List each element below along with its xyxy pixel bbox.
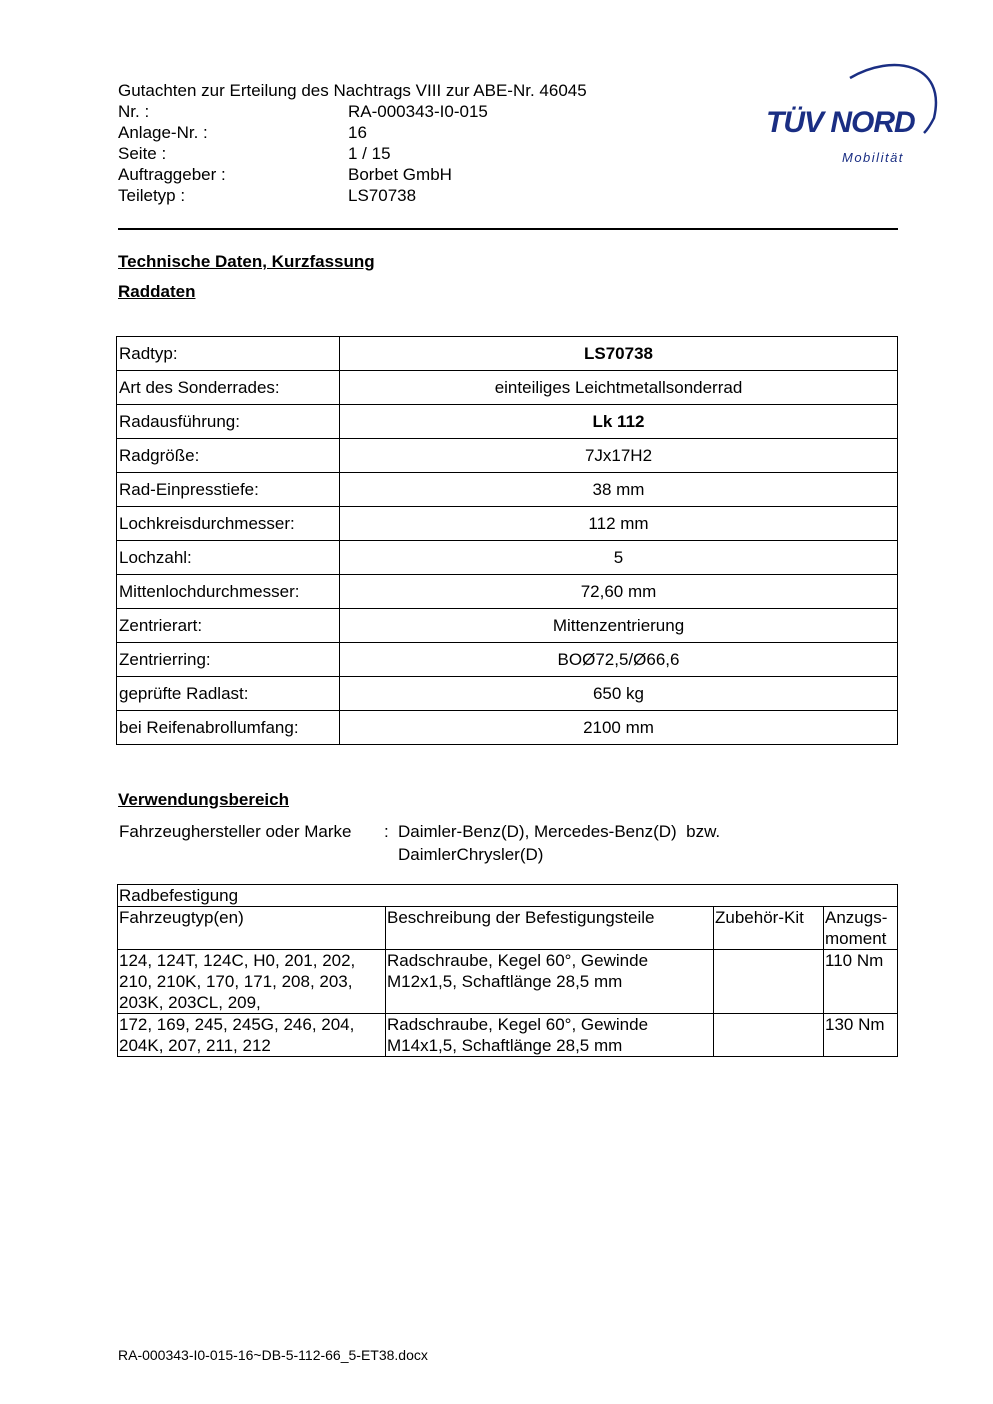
logo-brand: TÜV NORD (766, 106, 915, 139)
header-divider (118, 228, 898, 230)
column-header: Zubehör-Kit (714, 907, 824, 950)
row-value: 2100 mm (340, 711, 898, 745)
header-label: Nr. : (118, 102, 150, 121)
row-label: Zentrierart: (117, 609, 340, 643)
manufacturer-colon: : (384, 822, 389, 841)
section-heading-verwendungsbereich: Verwendungsbereich (118, 790, 289, 809)
header-row-seite (118, 143, 587, 164)
table-row (117, 405, 898, 439)
row-label: Rad-Einpresstiefe: (117, 473, 340, 507)
column-header (824, 907, 898, 950)
header-value: LS70738 (348, 186, 417, 205)
table-row (117, 609, 898, 643)
cell-line: Radschraube, Kegel 60°, Gewinde (387, 1015, 649, 1034)
document-title: Gutachten zur Erteilung des Nachtrags VIII zur ABE-Nr. 46045 (118, 81, 587, 100)
table-row (117, 541, 898, 575)
file-name-footer: RA-000343-I0-015-16~DB-5-112-66_5-ET38.docx (118, 1347, 428, 1363)
table-row (117, 439, 898, 473)
header-label: Teiletyp : (118, 186, 186, 205)
cell-line: 210, 210K, 170, 171, 208, 203, (119, 972, 353, 991)
vehicle-types-cell (118, 1014, 386, 1057)
table-row (117, 643, 898, 677)
row-value: einteiliges Leichtmetallsonderrad (340, 371, 898, 405)
section-heading-technische-daten: Technische Daten, Kurzfassung (118, 252, 375, 271)
row-label: Mittenlochdurchmesser: (117, 575, 340, 609)
table-row (117, 371, 898, 405)
row-value: 5 (340, 541, 898, 575)
table-row (117, 677, 898, 711)
document-header (118, 80, 587, 206)
table-row (118, 950, 898, 1014)
row-label: geprüfte Radlast: (117, 677, 340, 711)
radbefestigung-table (117, 884, 898, 1057)
row-label: bei Reifenabrollumfang: (117, 711, 340, 745)
row-value: 112 mm (340, 507, 898, 541)
header-label: Anlage-Nr. : (118, 123, 208, 142)
manufacturer-value-line: DaimlerChrysler(D) (398, 845, 544, 864)
description-cell (386, 950, 714, 1014)
cell-line: 203K, 203CL, 209, (119, 993, 261, 1012)
table-row (117, 507, 898, 541)
table-row (117, 711, 898, 745)
column-header: Fahrzeugtyp(en) (118, 907, 386, 950)
row-value: 72,60 mm (340, 575, 898, 609)
row-label: Radtyp: (117, 337, 340, 371)
cell-line: M14x1,5, Schaftlänge 28,5 mm (387, 1036, 623, 1055)
table-row (117, 473, 898, 507)
manufacturer-value-line: Daimler-Benz(D), Mercedes-Benz(D) bzw. (398, 822, 721, 841)
kit-cell (714, 1014, 824, 1057)
header-value: 16 (348, 123, 367, 142)
table-title-row (118, 885, 898, 907)
row-label: Lochzahl: (117, 541, 340, 575)
row-label: Lochkreisdurchmesser: (117, 507, 340, 541)
section-heading-raddaten: Raddaten (118, 282, 196, 301)
cell-line: 124, 124T, 124C, H0, 201, 202, (119, 951, 356, 970)
header-label: Seite : (118, 144, 167, 163)
row-value: 38 mm (340, 473, 898, 507)
row-label: Radgröße: (117, 439, 340, 473)
row-label: Zentrierring: (117, 643, 340, 677)
vehicle-types-cell (118, 950, 386, 1014)
row-value: 7Jx17H2 (340, 439, 898, 473)
header-value: Borbet GmbH (348, 165, 452, 184)
cell-line: Radschraube, Kegel 60°, Gewinde (387, 951, 649, 970)
header-row-auftraggeber (118, 164, 587, 185)
column-header-line: Anzugs- (825, 908, 888, 927)
table-row (117, 337, 898, 371)
row-value: 650 kg (340, 677, 898, 711)
row-value: Mittenzentrierung (340, 609, 898, 643)
header-value: 1 / 15 (348, 144, 391, 163)
torque-cell: 130 Nm (824, 1014, 898, 1057)
cell-line: M12x1,5, Schaftlänge 28,5 mm (387, 972, 623, 991)
table-title: Radbefestigung (118, 885, 898, 907)
cell-line: 172, 169, 245, 245G, 246, 204, (119, 1015, 355, 1034)
manufacturer-value (398, 820, 798, 866)
kit-cell (714, 950, 824, 1014)
table-row (117, 575, 898, 609)
logo-subtitle: Mobilität (842, 150, 904, 165)
header-row-nr (118, 101, 587, 122)
table-row (118, 1014, 898, 1057)
column-header: Beschreibung der Befestigungsteile (386, 907, 714, 950)
table-header-row (118, 907, 898, 950)
column-header-line: moment (825, 929, 887, 948)
description-cell (386, 1014, 714, 1057)
header-label: Auftraggeber : (118, 165, 226, 184)
raddaten-table (116, 336, 898, 745)
header-value: RA-000343-I0-015 (348, 102, 488, 121)
tuv-nord-logo (762, 58, 942, 170)
header-row-anlage (118, 122, 587, 143)
row-value: Lk 112 (340, 405, 898, 439)
torque-cell: 110 Nm (824, 950, 898, 1014)
row-label: Radausführung: (117, 405, 340, 439)
manufacturer-label: Fahrzeughersteller oder Marke (119, 822, 352, 841)
header-row-teiletyp (118, 185, 587, 206)
cell-line: 204K, 207, 211, 212 (119, 1036, 271, 1055)
row-value: BOØ72,5/Ø66,6 (340, 643, 898, 677)
row-label: Art des Sonderrades: (117, 371, 340, 405)
row-value: LS70738 (340, 337, 898, 371)
